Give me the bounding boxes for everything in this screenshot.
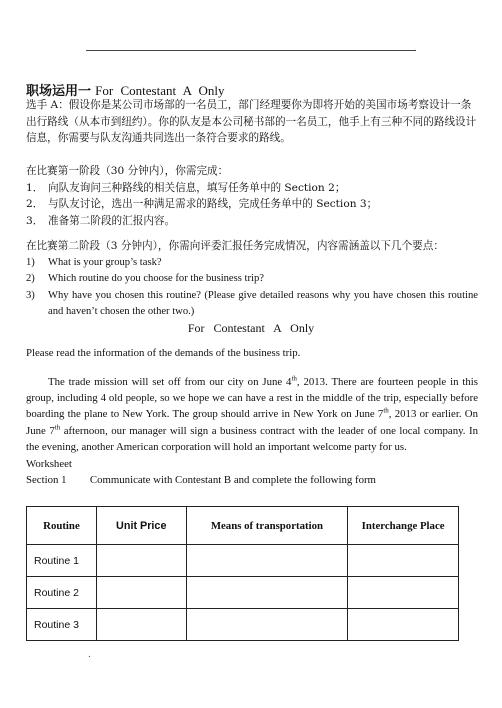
table-row [27, 609, 459, 641]
interchange-cell[interactable] [348, 577, 459, 609]
trade-text-3: , 2013 or earlier. On June 7 [26, 408, 479, 437]
unit-price-cell[interactable] [96, 545, 186, 577]
list-text: 向队友询问三种路线的相关信息，填写任务单中的 Section 2； [48, 181, 346, 194]
table-row [27, 545, 459, 577]
section-one-line [26, 472, 478, 488]
trade-text-4: afternoon, our manager will sign a business contract with the leader of one local company. In the evening, another American corporation will hold an important welcome party for us. [26, 424, 478, 453]
list-text: 准备第二阶段的汇报内容。 [48, 214, 176, 227]
footer-mark: . [88, 650, 91, 660]
table-header-row [27, 507, 459, 545]
interchange-cell[interactable] [348, 609, 459, 641]
trade-text-2: , 2013. There are fourteen people in this group, including 4 old people, so we hope we can have a rest in the middle of the trip, especially before boarding the plane to New York. The group should arrive in New York on June 7 [26, 376, 478, 421]
list-item [26, 288, 478, 321]
list-text: Which routine do you choose for the business trip? [48, 273, 264, 284]
unit-price-cell[interactable] [96, 577, 186, 609]
stage-one-section [26, 163, 478, 229]
list-item [26, 196, 478, 213]
transportation-cell[interactable] [186, 545, 348, 577]
list-item [26, 255, 478, 272]
stage-two-heading: 在比赛第二阶段（3 分钟内），你需向评委汇报任务完成情况，内容需涵盖以下几个要点： [26, 240, 444, 252]
header-rule [86, 50, 416, 51]
transportation-cell[interactable] [186, 577, 348, 609]
transportation-cell[interactable] [186, 609, 348, 641]
header-mark: . [414, 44, 417, 54]
section-one-text: Communicate with Contestant B and complete the following form [89, 474, 376, 486]
row-label: Routine 1 [27, 545, 97, 577]
page-title-cn: 职场运用一 [26, 84, 92, 99]
list-number: 3． [26, 214, 44, 227]
list-item [26, 213, 478, 230]
list-text: 与队友讨论，选出一种满足需求的路线，完成任务单中的 Section 3； [48, 198, 378, 210]
ordinal-suffix: th [383, 406, 389, 415]
worksheet-label: Worksheet [26, 458, 72, 470]
read-instruction: Please read the information of the demands of the business trip. [26, 347, 301, 359]
trade-text-1: The trade mission will set off from our city on June 4 [48, 376, 292, 388]
list-item [26, 180, 478, 197]
trade-mission-paragraph [26, 374, 478, 455]
list-number: 1． [26, 181, 44, 194]
list-number: 1) [26, 256, 35, 268]
header-routine: Routine [27, 507, 97, 545]
page-title-en: For Contestant A Only [95, 83, 225, 98]
routine-form-table [26, 506, 459, 641]
list-number: 2) [26, 273, 35, 284]
header-interchange-place: Interchange Place [348, 507, 459, 545]
stage-two-section [26, 238, 478, 321]
list-number: 3) [26, 289, 35, 301]
stage-one-list [26, 180, 478, 230]
list-text: Why have you chosen this routine? (Please give detailed reasons why you have chosen this routine and haven’t chosen the other two.) [48, 289, 478, 317]
header-unit-price: Unit Price [96, 507, 186, 545]
section-one-label: Section 1 [26, 474, 67, 486]
center-title: For Contestant A Only [187, 321, 315, 335]
list-number: 2． [26, 198, 44, 210]
header-means-of-transportation: Means of transportation [186, 507, 348, 545]
stage-one-heading: 在比赛第一阶段（30 分钟内），你需完成： [26, 165, 229, 177]
row-label: Routine 2 [27, 577, 97, 609]
interchange-cell[interactable] [348, 545, 459, 577]
list-text: What is your group’s task? [48, 256, 162, 268]
unit-price-cell[interactable] [96, 609, 186, 641]
stage-two-list [26, 255, 478, 321]
intro-paragraph: 选手 A：假设你是某公司市场部的一名员工，部门经理要你为即将开始的美国市场考察设计一条出行路线（从本市到纽约）。你的队友是本公司秘书部的一名员工，他手上有三种不同的路线设计信息，你需要与队友沟通共同选出一条符合要求的路线。 [26, 99, 477, 144]
ordinal-suffix: th [54, 423, 61, 432]
list-item [26, 271, 478, 288]
row-label: Routine 3 [27, 609, 97, 641]
table-row [27, 577, 459, 609]
ordinal-suffix: th [291, 374, 297, 383]
